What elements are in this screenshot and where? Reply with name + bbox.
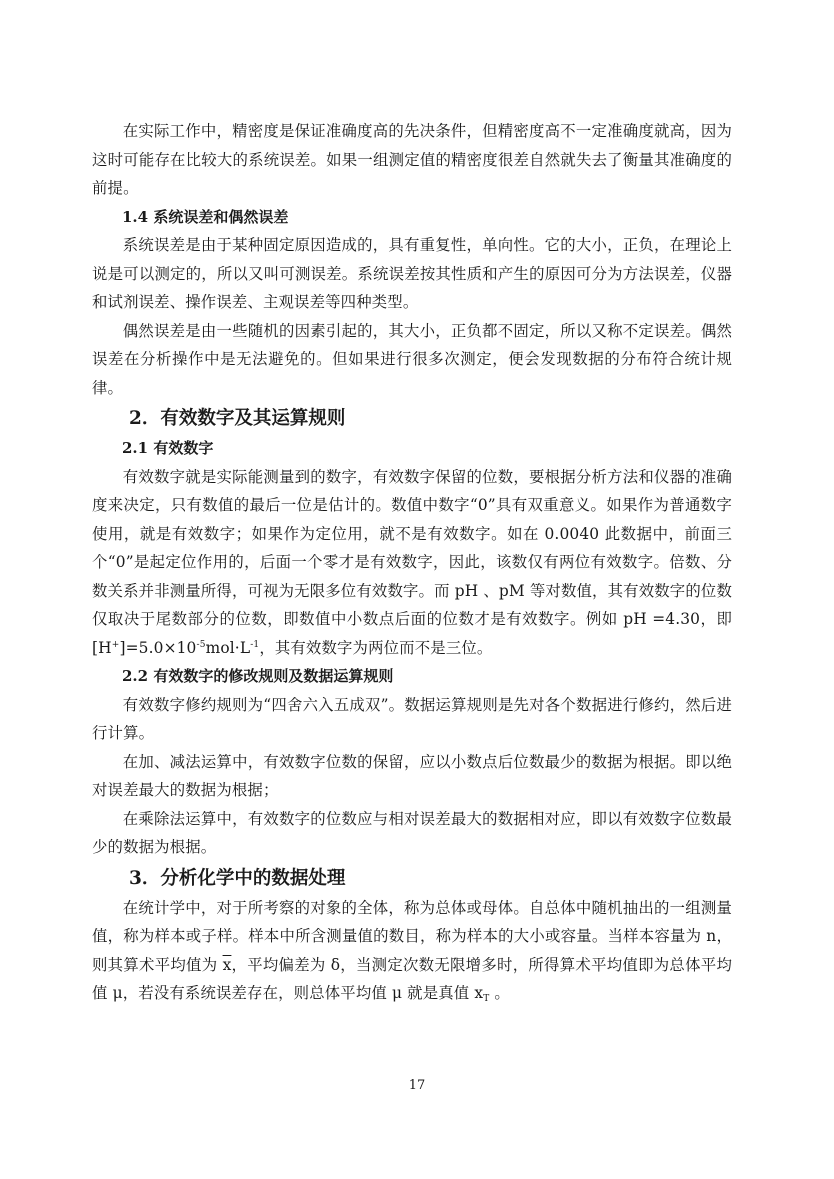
paragraph-addition-rule: 在加、减法运算中，有效数字位数的保留，应以小数点后位数最少的数据为根据。即以绝对误差最大的数据为根据；	[92, 752, 732, 799]
superscript-exp: -5	[196, 639, 206, 650]
paragraph-precision-accuracy: 在实际工作中，精密度是保证准确度高的先决条件，但精密度高不一定准确度就高，因为这时可能存在比较大的系统误差。如果一组测定值的精密度很差自然就失去了衡量其准确度的前提。	[92, 122, 732, 197]
paragraph-rounding-rule: 有效数字修约规则为“四舍六入五成双”。数据运算规则是先对各个数据进行修约，然后进行计算。	[92, 695, 732, 742]
heading-1-4: 1.4 系统误差和偶然误差	[122, 207, 289, 226]
paragraph-multiplication-rule: 在乘除法运算中，有效数字的位数应与相对误差最大的数据相对应，即以有效数字位数最少的数据为根据。	[92, 809, 732, 856]
heading-3: 3．分析化学中的数据处理	[129, 867, 346, 889]
sig-fig-text-c: mol·L	[205, 638, 251, 657]
x-bar-symbol: $\overline{x}$	[222, 955, 232, 974]
data-text-c: 。	[489, 984, 510, 1002]
sig-fig-text-a: 有效数字就是实际能测量到的数字，有效数字保留的位数，要根据分析方法和仪器的准确度来决定，只有数值的最后一位是估计的。数值中数字“0”具有双重意义。如果作为普通数字使用，就是有效数字；如果作为定位用，就不是有效数字。如在 0.0040 此数据中，前面三个“0”是起定位作用的，后面一个零才是有效数字，因此，该数仅有两位有效数字。倍数、分数关系并非测量所得，可视为无限多位有效数字。而 pH 、pM 等对数值，其有效数字的位数仅取决于尾数部分的位数，即数值中小数点后面的位数才是有效数字。例如 pH =4.30，即[H	[92, 467, 732, 657]
paragraph-significant-figures	[92, 463, 732, 663]
heading-2-2: 2.2 有效数字的修改规则及数据运算规则	[122, 667, 394, 685]
superscript-plus: +	[111, 639, 120, 650]
paragraph-systematic-error: 系统误差是由于某种固定原因造成的，具有重复性，单向性。它的大小，正负，在理论上说是可以测定的，所以又叫可测误差。系统误差按其性质和产生的原因可分为方法误差，仪器和试剂误差、操作误差、主观误差等四种类型。	[92, 236, 732, 311]
sig-fig-text-d: ，其有效数字为两位而不是三位。	[259, 638, 493, 657]
paragraph-random-error: 偶然误差是由一些随机的因素引起的，其大小，正负都不固定，所以又称不定误差。偶然误差在分析操作中是无法避免的。但如果进行很多次测定，便会发现数据的分布符合统计规律。	[92, 321, 732, 397]
heading-2: 2．有效数字及其运算规则	[129, 408, 346, 429]
page-body	[92, 117, 732, 1008]
heading-2-1: 2.1 有效数字	[122, 439, 214, 457]
sig-fig-text-b: ]=5.0×10	[119, 638, 197, 657]
data-text-a: 在统计学中，对于所考察的对象的全体，称为总体或母体。自总体中随机抽出的一组测量值，称为样本或子样。样本中所含测量值的数目，称为样本的大小或容量。当样本容量为 n，则其算术平均值为	[92, 898, 732, 974]
subscript-t: T	[483, 994, 490, 1004]
data-text-b: ，平均偏差为 δ，当测定次数无限增多时，所得算术平均值即为总体平均值 μ，若没有系统误差存在，则总体平均值 μ 就是真值 x	[92, 955, 732, 1002]
page-number: 17	[408, 1078, 426, 1093]
paragraph-data-processing	[92, 894, 732, 1008]
superscript-unit-exp: -1	[250, 639, 260, 650]
